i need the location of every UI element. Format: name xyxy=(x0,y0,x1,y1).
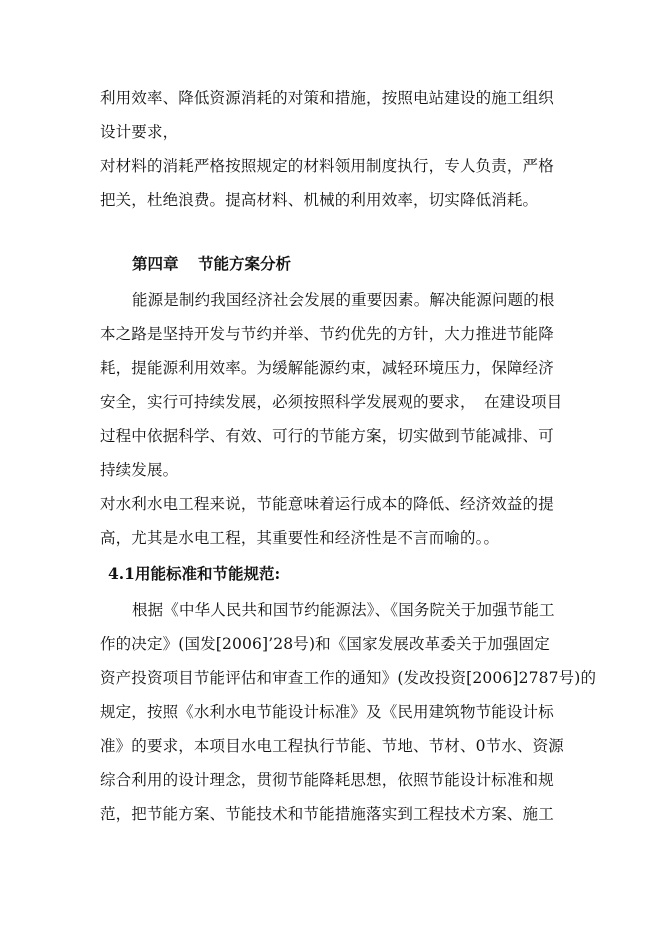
chapter-body-line-7: 对水利水电工程来说，节能意味着运行成本的降低、经济效益的提 xyxy=(100,495,554,513)
section-body-line-6: 综合利用的设计理念，贯彻节能降耗思想，依照节能设计标准和规 xyxy=(100,771,554,789)
chapter-body-line-2: 本之路是坚持开发与节约并举、节约优先的方针，大力推进节能降 xyxy=(100,325,554,343)
chapter-number: 第四章 xyxy=(132,254,179,273)
section-body-line-3: 资产投资项目节能评估和审查工作的通知》(发改投资[2006]2787号)的 xyxy=(100,669,597,687)
chapter-body-line-5: 过程中依据科学、有效、可行的节能方案，切实做到节能减排、可 xyxy=(100,427,554,445)
intro-line-2: 设计要求， xyxy=(100,123,179,141)
section-body-line-1: 根据《中华人民共和国节约能源法》、《国务院关于加强节能工 xyxy=(132,601,555,619)
intro-line-3: 对材料的消耗严格按照规定的材料领用制度执行，专人负责，严格 xyxy=(100,157,554,175)
section-body-line-7: 范，把节能方案、节能技术和节能措施落实到工程技术方案、施工 xyxy=(100,805,554,823)
chapter-body-line-8: 高，尤其是水电工程，其重要性和经济性是不言而喻的。。 xyxy=(100,529,500,547)
chapter-body-line-4b: 在建设项目 xyxy=(484,393,563,411)
section-heading-4-1: 4.1用能标准和节能规范: xyxy=(108,564,281,583)
section-body-line-5: 准》的要求，本项目水电工程执行节能、节地、节材、0节水、资源 xyxy=(100,737,564,755)
chapter-body-line-3: 耗，提能源利用效率。为缓解能源约束，减轻环境压力，保障经济 xyxy=(100,359,554,377)
chapter-body-line-4a: 安全，实行可持续发展，必须按照科学发展观的要求， xyxy=(100,393,476,411)
intro-line-1: 利用效率、降低资源消耗的对策和措施，按照电站建设的施工组织 xyxy=(100,89,554,107)
chapter-title: 节能方案分析 xyxy=(198,254,292,273)
intro-line-4: 把关，杜绝浪费。提高材料、机械的利用效率，切实降低消耗。 xyxy=(100,191,539,209)
section-body-line-4: 规定，按照《水利水电节能设计标准》及《民用建筑物节能设计标 xyxy=(100,703,554,721)
chapter-body-line-6: 持续发展。 xyxy=(100,461,179,479)
section-body-line-2: 作的决定》(国发[2006]’28号)和《国家发展改革委关于加强固定 xyxy=(100,635,550,653)
chapter-body-line-1: 能源是制约我国经济社会发展的重要因素。解决能源问题的根 xyxy=(132,291,555,309)
